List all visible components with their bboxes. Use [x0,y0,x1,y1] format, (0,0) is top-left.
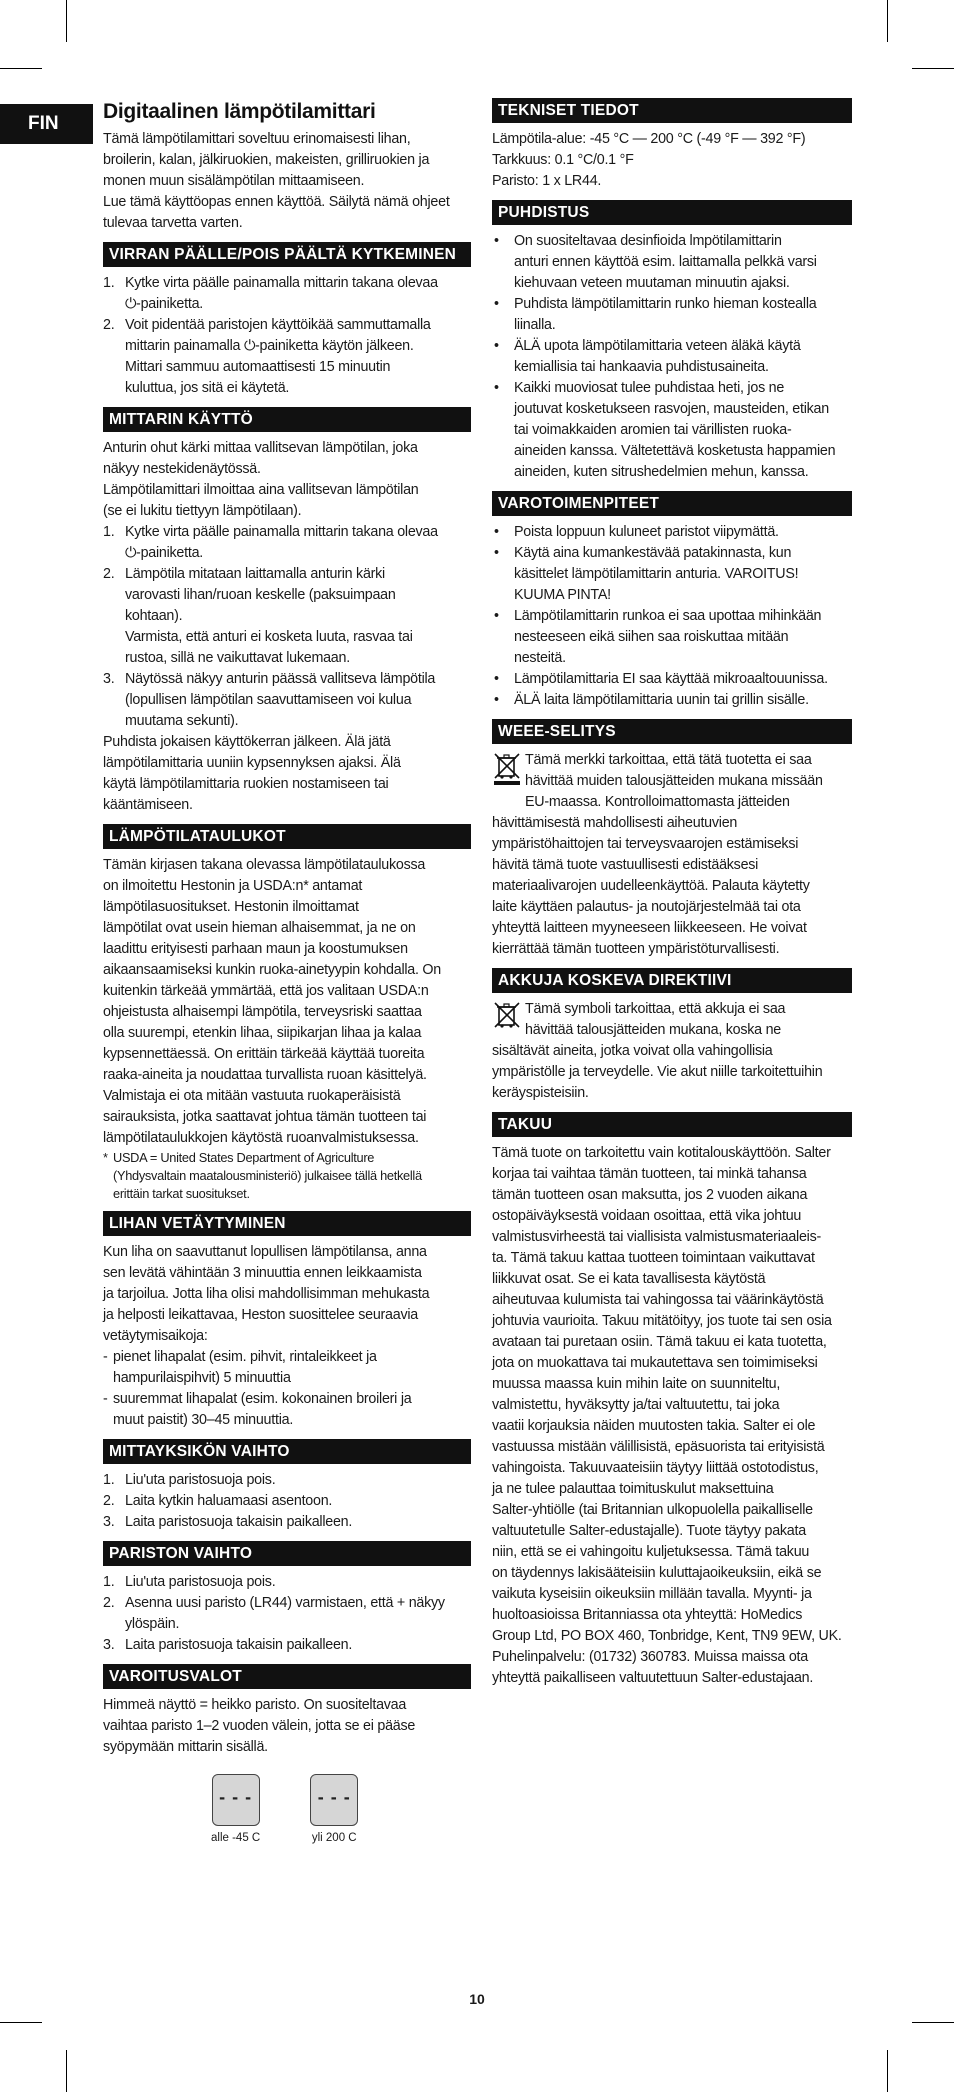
text-line: monen muun sisälämpötilan mittaamiseen. [103,173,365,189]
section-heading-warranty: TAKUU [492,1112,852,1137]
text-line: nesteitä. [514,650,566,666]
intro-text [103,129,471,234]
tech-specs [492,129,852,192]
list-dash: - [103,1349,108,1365]
power-steps [103,273,471,399]
text-line: lämpötilat ovat usein hieman alhaisemmat, ja ne on [103,920,416,936]
usage-intro [103,438,471,522]
text-line: hävittää muiden talousjätteiden mukana missään [525,773,823,789]
resting-times [103,1347,471,1431]
usage-outro [103,732,471,816]
text-line: Mittari sammuu automaattisesti 15 minuutin [125,359,391,375]
weee-icon-block [492,750,852,813]
text-line: valtuutetulle Salter-edustajalle). Tuote täytyy pakata [492,1523,806,1539]
lcd-screen: - - - [310,1774,358,1826]
list-number: 2. [103,317,115,333]
crossed-bin-icon [492,999,522,1029]
text-line: käsittelet lämpötilamittarin anturia. VAROITUS! [514,566,799,582]
list-item [103,522,471,564]
text-line: Valmistaja ei ota mitään vastuuta ruokaperäisistä [103,1088,401,1104]
text-line: aineiden kanssa. Vältetettävä kosketusta happamien [514,443,836,459]
crop-mark [66,0,67,42]
text-line: käytä lämpötilamittaria ruokien nostamiseen tai [103,776,389,792]
list-item [103,1491,471,1512]
language-tab: FIN [0,104,93,144]
list-item [103,1593,471,1635]
text-line: kääntämiseen. [103,797,193,813]
text-line: Group Ltd, PO BOX 460, Tonbridge, Kent, TN9 9EW, UK. [492,1628,842,1644]
list-item [103,1347,471,1389]
text-line: Liu'uta paristosuoja pois. [125,1472,276,1488]
text-line: on täydennys lakisääteisiin kuluttajaoikeuksiin, eikä se [492,1565,822,1581]
list-item [103,1389,471,1431]
text-line: Tarkkuus: 0.1 °C/0.1 °F [492,152,634,168]
text-line: suuremmat lihapalat (esim. kokonainen broileri ja [113,1391,412,1407]
text-line: on ilmoitettu Hestonin ja USDA:n* antamat [103,878,363,894]
section-heading-tables: LÄMPÖTILATAULUKOT [103,824,471,849]
crop-mark [912,68,954,69]
page-number: 10 [469,1991,485,2007]
text-line: Asenna uusi paristo (LR44) varmistaen, että + näkyy [125,1595,445,1611]
list-number: 1. [103,1574,115,1590]
text-line: Lämpötilamittari ilmoittaa aina vallitsevan lämpötilan [103,482,419,498]
text-line: Kytke virta päälle painamalla mittarin takana olevaa [125,275,438,291]
bullet: • [494,233,499,249]
list-dash: - [103,1391,108,1407]
text-line: Kaikki muoviosat tulee puhdistaa heti, jos ne [514,380,785,396]
list-item [492,336,852,378]
text-line: vetäytymisaikoja: [103,1328,208,1344]
list-item [103,1512,471,1533]
list-number: 1. [103,524,115,540]
text-line: On suositeltavaa desinfioida lmpötilamittarin [514,233,782,249]
text-line: yhteyttä paikalliseen valtuutettuun Salter-edustajaan. [492,1670,814,1686]
text-line: EU-maassa. Kontrolloimattomasta jätteiden [525,794,790,810]
text-line: tämän tuotteen osan maksutta, jos 2 vuoden aikana [492,1187,808,1203]
text-line: kemiallisia tai hankaavia puhdistusaineita. [514,359,769,375]
text-line: sen levätä vähintään 3 minuuttia ennen leikkaamista [103,1265,422,1281]
bullet: • [494,524,499,540]
text-line: ⏻-painiketta. [125,296,203,312]
text-line: Lämpötila-alue: -45 °C — 200 °C (-49 °F — 392 °F) [492,131,806,147]
text-line: kuitenkin tärkeää ymmärtää, että jos valitaan USDA:n [103,983,429,999]
crop-mark [66,2050,67,2092]
text-line: Poista loppuun kuluneet paristot viipymättä. [514,524,779,540]
section-heading-cleaning: PUHDISTUS [492,200,852,225]
text-line: Anturin ohut kärki mittaa vallitsevan lämpötilan, joka [103,440,418,456]
text-line: anturi ennen käyttöä esim. laittamalla pelkkä varsi [514,254,817,270]
bullet: • [494,692,499,708]
list-item [492,231,852,294]
bullet: • [494,296,499,312]
text-line: keräyspisteisiin. [492,1085,589,1101]
crop-mark [0,68,42,69]
bullet: • [494,608,499,624]
text-line: Puhdista lämpötilamittarin runko hieman kostealla [514,296,817,312]
text-line: hävittämisestä mahdollisesti aiheutuvien [492,815,738,831]
list-item [492,690,852,711]
text-line: KUUMA PINTA! [514,587,611,603]
text-line: hampurilaispihvit) 5 minuuttia [113,1370,291,1386]
text-line: laite käyttäen palautus- ja noutojärjestelmää tai ota [492,899,801,915]
bullet: • [494,380,499,396]
low-temp-display [211,1774,260,1844]
list-item [103,564,471,669]
text-line: korjaa tai vaihtaa tämän tuotteen, tai minkä tahansa [492,1166,807,1182]
text-line: joutuvat kosketukseen rasvojen, mausteiden, etikan [514,401,829,417]
bullet: • [494,338,499,354]
text-line: ja ne tulee palauttaa toimituskulut maksettuina [492,1481,774,1497]
text-line: ÄLÄ upota lämpötilamittaria veteen äläkä käytä [514,338,801,354]
text-line: Kytke virta päälle painamalla mittarin takana olevaa [125,524,438,540]
footnote-mark: * [103,1150,108,1165]
list-item [492,543,852,606]
display-caption: yli 200 C [311,1832,357,1844]
text-line: Varmista, että anturi ei kosketa luuta, rasvaa tai [125,629,413,645]
text-line: ympäristölle ja terveydelle. Vie akut niille tarkoitettuihin [492,1064,823,1080]
text-line: (lopullisen lämpötilan saavuttamiseen voi kulua [125,692,412,708]
bullet: • [494,671,499,687]
text-line: ohjeistusta alhaisempi lämpötila, terveysriski saattaa [103,1004,422,1020]
text-line: muussa maassa kuin mihin laite on suunniteltu, [492,1376,781,1392]
text-line: ympäristöhaittojen tai terveysvaarojen estämiseksi [492,836,799,852]
crossed-bin-icon [492,750,522,786]
text-line: syöpymään mittarin sisällä. [103,1739,268,1755]
list-number: 2. [103,1493,115,1509]
text-line: huoltoasioissa Britanniassa ota yhteyttä: HoMedics [492,1607,803,1623]
text-line: Tämä lämpötilamittari soveltuu erinomaisesti lihan, [103,131,411,147]
text-line: muut paistit) 30–45 minuuttia. [113,1412,294,1428]
usage-steps [103,522,471,732]
text-line: liinalla. [514,317,556,333]
text-line: aineiden, kuten sitrushedelmien mehun, kanssa. [514,464,809,480]
text-line: kuluttua, jos sitä ei käytetä. [125,380,290,396]
resting-body [103,1242,471,1347]
text-line: pienet lihapalat (esim. pihvit, rintaleikkeet ja [113,1349,377,1365]
text-line: Näytössä näkyy anturin päässä vallitseva lämpötila [125,671,436,687]
warranty-body [492,1143,852,1689]
text-line: Paristo: 1 x LR44. [492,173,602,189]
display-caption: alle -45 C [211,1832,261,1844]
text-line: vaihtaa paristo 1–2 vuoden välein, jotta se ei pääse [103,1718,416,1734]
text-line: Puhelinpalvelu: (01732) 360783. Muissa maissa ota [492,1649,808,1665]
cleaning-list [492,231,852,483]
battery-icon-text [525,999,785,1041]
text-line: tai voimakkaiden aromien tai värillisten ruoka- [514,422,792,438]
lcd-screen: - - - [212,1774,260,1826]
crop-mark [0,2022,42,2023]
unit-steps [103,1470,471,1533]
text-line: (Yhdysvaltain maatalousministeriö) julkaisee tällä hetkellä [113,1168,422,1183]
list-number: 1. [103,275,115,291]
text-line: vaatii korjauksia näiden muutosten takia. Salter ei ole [492,1418,816,1434]
text-line: ostopäiväyksestä voidaan osoittaa, että vika johtuu [492,1208,802,1224]
text-line: Lue tämä käyttöopas ennen käyttöä. Säilytä nämä ohjeet [103,194,450,210]
list-number: 3. [103,1637,115,1653]
text-line: Lämpötila mitataan laittamalla anturin kärki [125,566,385,582]
text-line: Lämpötilamittaria EI saa käyttää mikroaaltouunissa. [514,671,828,687]
text-line: Tämän kirjasen takana olevassa lämpötilataulukossa [103,857,426,873]
list-number: 3. [103,671,115,687]
text-line: aiheutuvaa kulumista tai vahingossa tai väärinkäytöstä [492,1292,824,1308]
text-line: tulevaa tarvetta varten. [103,215,243,231]
text-line: ja tarjoilua. Jotta liha olisi mahdollisimman mehukasta [103,1286,430,1302]
text-line: ⏻-painiketta. [125,545,203,561]
display-illustrations [211,1774,471,1844]
high-temp-display [310,1774,358,1844]
list-number: 1. [103,1472,115,1488]
text-line: hävitä tämä tuote vastuullisesti edistääksesi [492,857,759,873]
section-heading-power: VIRRAN PÄÄLLE/POIS PÄÄLTÄ KYTKEMINEN [103,242,471,267]
list-item [492,606,852,669]
text-line: avataan tai puretaan osiin. Tämä takuu ei kata tuotetta, [492,1334,827,1350]
batteries-body [492,1041,852,1104]
section-heading-resting: LIHAN VETÄYTYMINEN [103,1211,471,1236]
text-line: näkyy nestekidenäytössä. [103,461,261,477]
text-line: jota on muokattava tai mukautettava sen toimimiseksi [492,1355,818,1371]
text-line: liikkuvat osat. Se ei kata tavallisesta käytöstä [492,1271,766,1287]
text-line: valmistettu, hyväksytty ja/tai valtuutettu, tai joka [492,1397,780,1413]
text-line: lämpötilataulukkojen käytöstä ruoanvalmistuksessa. [103,1130,419,1146]
section-heading-usage: MITTARIN KÄYTTÖ [103,407,471,432]
list-item [103,315,471,399]
text-line: ylöspäin. [125,1616,180,1632]
list-item [103,669,471,732]
list-number: 3. [103,1514,115,1530]
text-line: Kun liha on saavuttanut lopullisen lämpötilansa, anna [103,1244,427,1260]
crop-mark [887,2050,888,2092]
warnings-body [103,1695,471,1758]
text-line: Laita paristosuoja takaisin paikalleen. [125,1637,353,1653]
tables-body [103,855,471,1149]
usda-footnote [103,1149,471,1203]
text-line: Salter-yhtiölle (tai Britannian ulkopuolella paikalliselle [492,1502,813,1518]
text-line: sairauksista, jotka saattavat johtua tämän tuotteen tai [103,1109,427,1125]
text-line: aikaansaamiseksi kunkin ruoka-ainetyypin kohdalla. On [103,962,442,978]
list-item [103,1470,471,1491]
text-line: johtuvia vaurioita. Takuu mitätöityy, jos tuote tai sen osia [492,1313,832,1329]
text-line: Laita paristosuoja takaisin paikalleen. [125,1514,353,1530]
text-line: ta. Tämä takuu kattaa tuotteen toimintaan vaikuttavat [492,1250,815,1266]
list-number: 2. [103,566,115,582]
text-line: ja helposti leikattavaa, Heston suosittelee seuraavia [103,1307,418,1323]
text-line: niin, että se ei vahingoitu kuljetuksessa. Tämä takuu [492,1544,810,1560]
text-line: Lämpötilamittarin runkoa ei saa upottaa mihinkään [514,608,822,624]
text-line: materiaalivarojen uudelleenkäyttöä. Palauta käytetty [492,878,810,894]
text-line: lämpötilasuositukset. Hestonin ilmoittamat [103,899,359,915]
text-line: Tämä symboli tarkoittaa, että akkuja ei saa [525,1001,786,1017]
list-item [103,1572,471,1593]
text-line: nesteeseen eikä siihen saa roiskuttaa mitään [514,629,789,645]
section-heading-weee: WEEE-SELITYS [492,719,852,744]
text-line: Käytä aina kumankestävää patakinnasta, kun [514,545,792,561]
text-line: Laita kytkin haluamaasi asentoon. [125,1493,333,1509]
list-item [103,273,471,315]
left-column [103,98,471,1844]
list-item [103,1635,471,1656]
text-line: mittarin painamalla ⏻-painiketta käytön jälkeen. [125,338,414,354]
battery-icon-block [492,999,852,1041]
text-line: raaka-aineita ja noudattaa turvallista ruoan käsittelyä. [103,1067,427,1083]
text-line: kohtaan). [125,608,183,624]
text-line: yhteyttä laitteen myyneeseen liikkeeseen. He voivat [492,920,807,936]
weee-body [492,813,852,960]
text-line: erittäin tarkat suositukset. [113,1186,250,1201]
text-line: ÄLÄ laita lämpötilamittaria uunin tai grillin sisälle. [514,692,809,708]
text-line: lämpötilamittaria uuniin kypsennyksen ajaksi. Älä [103,755,401,771]
crop-mark [912,2022,954,2023]
crop-mark [887,0,888,42]
text-line: olla suurempi, etenkin lihaa, siipikarjan lihaa ja kalaa [103,1025,422,1041]
text-line: rustoa, sillä ne vaikuttavat lukemaan. [125,650,350,666]
list-item [492,669,852,690]
section-heading-batteries: AKKUJA KOSKEVA DIREKTIIVI [492,968,852,993]
text-line: hävittää talousjätteiden mukana, koska ne [525,1022,782,1038]
list-item [492,522,852,543]
text-line: broilerin, kalan, jälkiruokien, makeisten, grilliruokien ja [103,152,430,168]
page-title: Digitaalinen lämpötilamittari [103,100,376,123]
right-column [492,98,852,1689]
text-line: USDA = United States Department of Agriculture [113,1150,375,1165]
text-line: vahingoista. Takuuvaateisiin täytyy liittää ostotodistus, [492,1460,819,1476]
text-line: varovasti lihan/ruoan keskelle (paksuimpaan [125,587,396,603]
text-line: kiehuvaan veteen muutaman minuutin ajaksi. [514,275,790,291]
text-line: Tämä tuote on tarkoitettu vain kotitalouskäyttöön. Salter [492,1145,831,1161]
text-line: laadittu erityisesti parhaan maun ja koostumuksen [103,941,408,957]
text-line: Liu'uta paristosuoja pois. [125,1574,276,1590]
text-line: vastuussa mistään välillisistä, epäsuorista tai erityisistä [492,1439,825,1455]
text-line: valmistusvirheestä tai viallisista valmistusmateriaaleis- [492,1229,821,1245]
weee-icon-text [525,750,823,813]
section-heading-unit: MITTAYKSIKÖN VAIHTO [103,1439,471,1464]
text-line: (se ei lukitu tiettyyn lämpötilaan). [103,503,302,519]
section-heading-precautions: VAROTOIMENPITEET [492,491,852,516]
text-line: kierrättää tämän tuotteen ympäristöturvallisesti. [492,941,780,957]
battery-steps [103,1572,471,1656]
text-line: Tämä merkki tarkoittaa, että tätä tuotetta ei saa [525,752,812,768]
list-item [492,294,852,336]
text-line: muutama sekunti). [125,713,239,729]
section-heading-tech: TEKNISET TIEDOT [492,98,852,123]
list-item [492,378,852,483]
section-heading-battery: PARISTON VAIHTO [103,1541,471,1566]
text-line: vaikuta kyseisiin oikeuksiin millään tavalla. Myynti- ja [492,1586,812,1602]
list-number: 2. [103,1595,115,1611]
text-line: kypsennettäessä. On erittäin tärkeää käyttää tuoreita [103,1046,425,1062]
text-line: Voit pidentää paristojen käyttöikää sammuttamalla [125,317,431,333]
bullet: • [494,545,499,561]
precautions-list [492,522,852,711]
text-line: Puhdista jokaisen käyttökerran jälkeen. Älä jätä [103,734,391,750]
text-line: sisältävät aineita, jotka voivat olla vahingollisia [492,1043,773,1059]
text-line: Himmeä näyttö = heikko paristo. On suositeltavaa [103,1697,407,1713]
section-heading-warnings: VAROITUSVALOT [103,1664,471,1689]
